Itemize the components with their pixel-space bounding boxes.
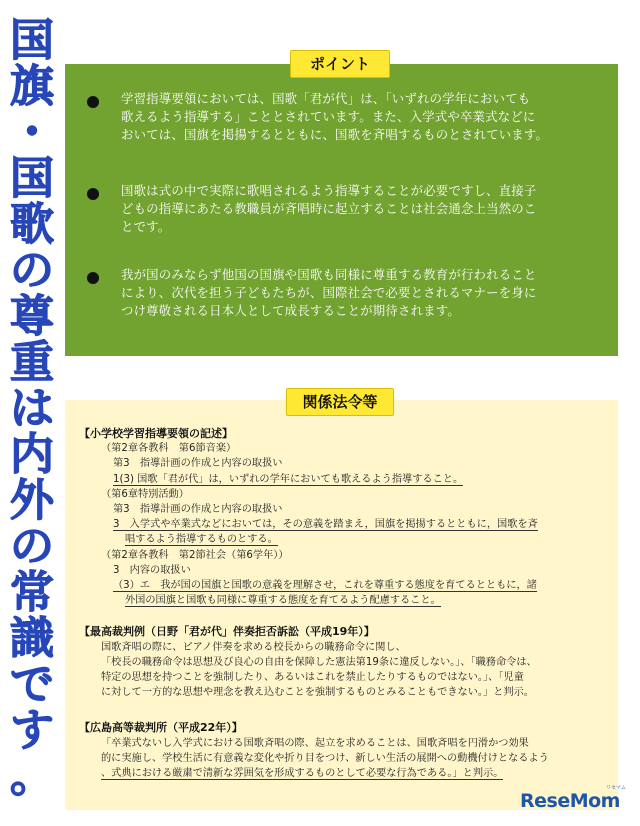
title-char: で — [10, 659, 54, 710]
resemom-logo: ReseMom — [520, 790, 620, 812]
point-bullet — [87, 182, 598, 236]
title-char: 国 — [10, 153, 54, 204]
law-line: 特定の思想を持つことを強制したり、あるいはこれを禁止したりするものではない。」、「児童 — [101, 672, 524, 684]
law-line: 1(3) 国歌「君が代」は，いずれの学年においても歌えるよう指導すること。 — [113, 473, 464, 485]
law-line: に対して一方的な思想や理念を教え込むことを強制するものとみることもできない。」と判示。 — [101, 687, 534, 699]
law-line: （第2章各教科 第6節音楽） — [101, 443, 237, 455]
title-char: 。 — [10, 751, 54, 802]
title-char: 内 — [10, 429, 54, 480]
section-heading: 【小学校学習指導要領の記述】 — [79, 427, 233, 440]
law-line: 3 内容の取扱い — [113, 564, 191, 576]
title-char: 重 — [10, 337, 54, 388]
title-char: す — [10, 705, 54, 756]
point-tag: ポイント — [290, 50, 390, 78]
bullet-dot — [87, 188, 99, 200]
section-heading: 【最高裁判例（日野「君が代」伴奏拒否訴訟（平成19年）】 — [79, 625, 375, 639]
title-char: 外 — [10, 475, 54, 526]
title-char: 国 — [10, 15, 54, 66]
law-line: 3 入学式や卒業式などにおいては，その意義を踏まえ，国旗を掲揚するとともに，国歌を斉 — [113, 519, 538, 531]
law-line: （3）エ 我が国の国旗と国歌の意義を理解させ，これを尊重する態度を育てるとともに，諸 — [113, 580, 537, 592]
law-box — [65, 400, 618, 810]
bullet-text: 国歌は式の中で実際に歌唱されるよう指導することが必要ですし、直接子 どもの指導にあたる教職員が斉唱時に起立することは社会通念上当然のこ とです。 — [121, 183, 537, 234]
title-char: ・ — [10, 107, 54, 158]
law-line: （第2章各教科 第2節社会（第6学年）） — [101, 549, 289, 561]
bullet-text: 我が国のみならず他国の国旗や国歌も同様に尊重する教育が行われること により、次代を担う子どもたちが、国際社会で必要とされるマナーを身に つけ尊敬される日本人として成長することが期待されます。 — [121, 267, 537, 318]
law-line: 国歌斉唱の際に、ピアノ伴奏を求める校長からの職務命令に関し、 — [101, 641, 406, 653]
law-line: （第6章特別活動） — [101, 488, 189, 500]
logo-kana: リセマム — [606, 785, 626, 791]
law-line: 外国の国旗と国歌も同様に尊重する態度を育てるよう配慮すること。 — [125, 595, 441, 607]
law-line: 的に実施し、学校生活に有意義な変化や折り目をつけ、新しい生活の展開への動機付けとなるよう — [101, 752, 549, 764]
law-line: 、式典における厳粛で清新な雰囲気を形成するものとして必要な行為である。」と判示。 — [101, 768, 504, 780]
title-char: 識 — [10, 613, 54, 664]
law-line: 第3 指導計画の作成と内容の取扱い — [113, 504, 283, 516]
title-char: の — [10, 245, 54, 296]
law-line: 「校長の職務命令は思想及び良心の自由を保障した憲法第19条に違反しない。」、「職務命令は、 — [101, 656, 537, 668]
title-char: の — [10, 521, 54, 572]
title-char: は — [10, 383, 54, 434]
title-char: 常 — [10, 567, 54, 618]
bullet-dot — [87, 96, 99, 108]
point-bullet — [87, 266, 598, 320]
law-line: 第3 指導計画の作成と内容の取扱い — [113, 458, 283, 470]
law-tag: 関係法令等 — [286, 388, 394, 416]
vertical-title — [6, 15, 58, 802]
bullet-dot — [87, 272, 99, 284]
title-char: 歌 — [10, 199, 54, 250]
law-line: 「卒業式ないし入学式における国歌斉唱の際、起立を求めることは、国歌斉唱を円滑かつ効果 — [101, 737, 529, 749]
point-bullet — [87, 90, 598, 144]
bullet-text: 学習指導要領においては、国歌「君が代」は、「いずれの学年においても 歌えるよう指導する」こととされています。また、入学式や卒業式などに おいては、国旗を掲揚するとともに、国歌を斉唱するものとされています。 — [121, 91, 549, 142]
title-char: 尊 — [10, 291, 54, 342]
point-box — [65, 64, 618, 356]
section-heading: 【広島高等裁判所（平成22年）】 — [79, 721, 243, 735]
title-char: 旗 — [10, 61, 54, 112]
law-line: 唱するよう指導するものとする。 — [125, 534, 278, 546]
